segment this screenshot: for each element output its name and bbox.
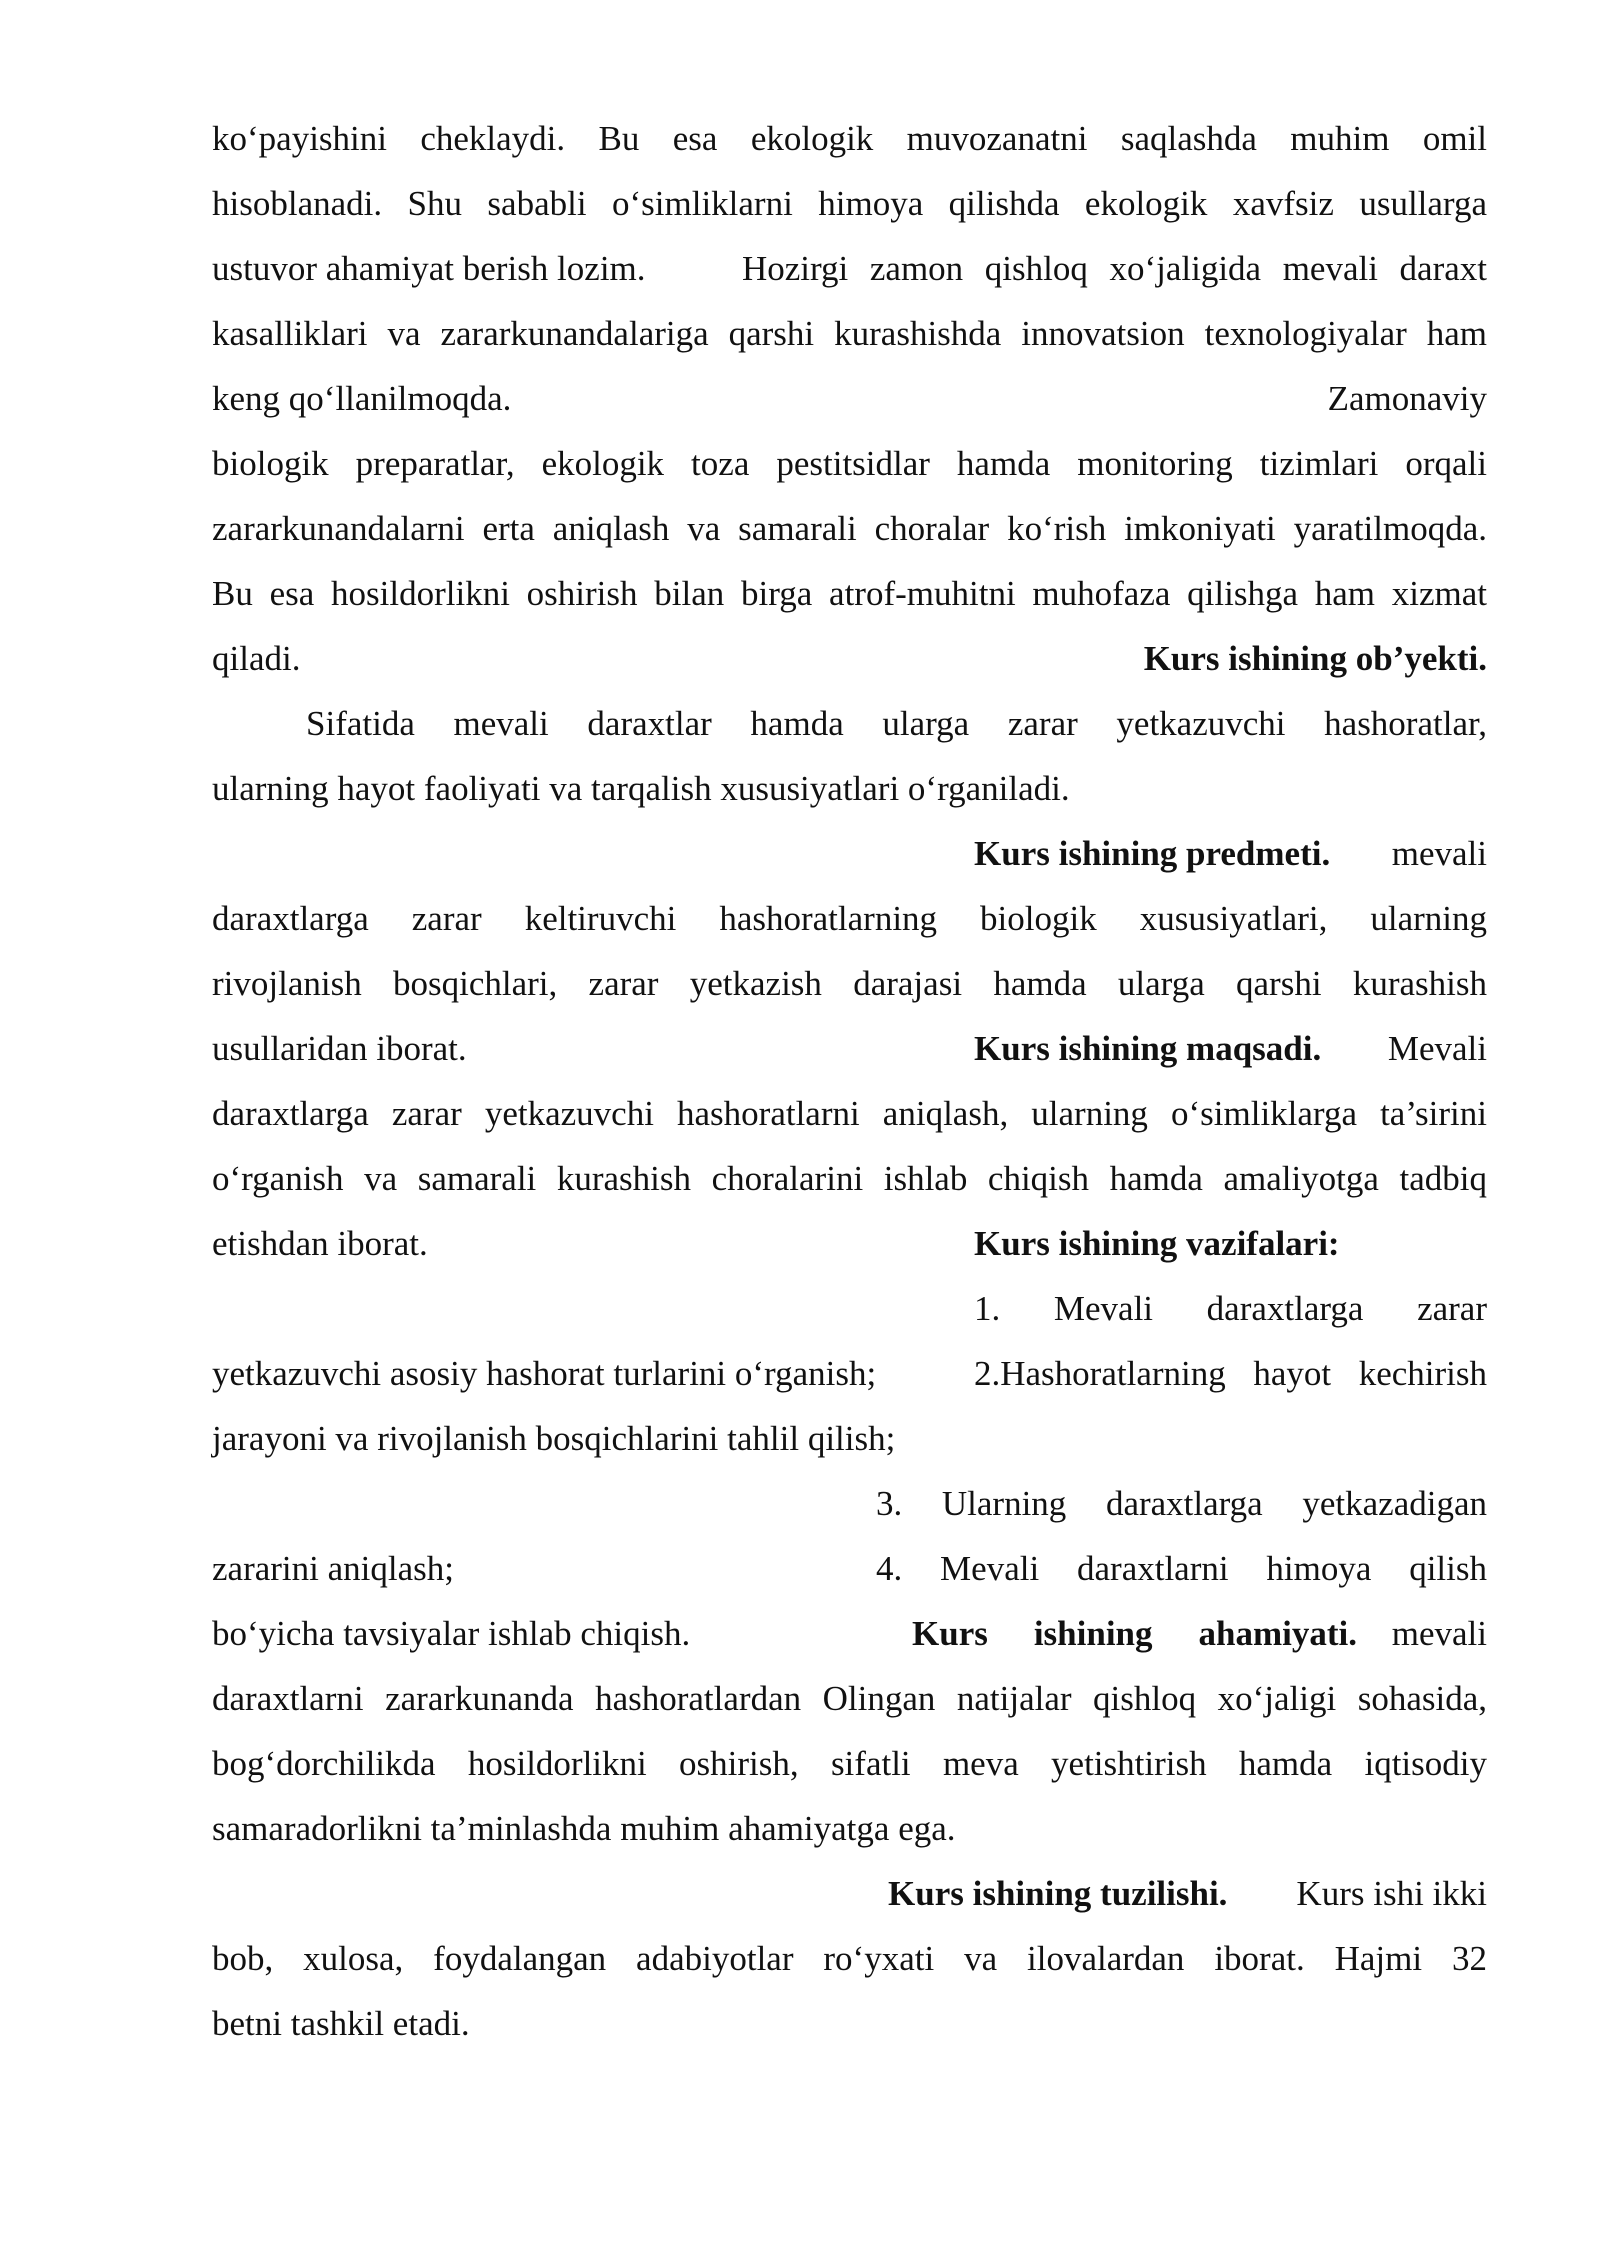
- text-line: daraxtlarga zarar keltiruvchi hashoratlarning biologik xususiyatlari, ularning: [212, 899, 1487, 938]
- text-line: daraxtlarni zararkunanda hashoratlardan Olingan natijalar qishloq xo‘jaligi sohasida,: [212, 1679, 1487, 1718]
- section-heading-object: Kurs ishining ob’yekti.: [1143, 639, 1487, 678]
- text-line: [212, 1544, 1487, 1594]
- text-segment: mevali: [1391, 834, 1487, 873]
- text-line: [212, 1869, 1487, 1919]
- text-line: jarayoni va rivojlanish bosqichlarini tahlil qilish;: [212, 1419, 896, 1458]
- text-segment: Hozirgi zamon qishloq xo‘jaligida mevali daraxt: [742, 249, 1487, 288]
- list-item-4: 4. Mevali daraxtlarni himoya qilish: [876, 1549, 1487, 1588]
- text-line: Bu esa hosildorlikni oshirish bilan birga atrof-muhitni muhofaza qilishga ham xizmat: [212, 574, 1487, 613]
- list-item-3: 3. Ularning daraxtlarga yetkazadigan: [876, 1484, 1487, 1523]
- text-line: kasalliklari va zararkunandalariga qarshi kurashishda innovatsion texnologiyalar ham: [212, 314, 1487, 353]
- list-item-2: 2.Hashoratlarning hayot kechirish: [974, 1354, 1487, 1393]
- text-segment: yetkazuvchi asosiy hashorat turlarini o‘rganish;: [212, 1354, 877, 1393]
- text-line: [212, 1609, 1487, 1659]
- section-heading-subject: Kurs ishining predmeti.: [974, 834, 1331, 873]
- text-line: ularning hayot faoliyati va tarqalish xususiyatlari o‘rganiladi.: [212, 769, 1070, 808]
- text-line: Sifatida mevali daraxtlar hamda ularga zarar yetkazuvchi hashoratlar,: [306, 704, 1487, 743]
- text-line: o‘rganish va samarali kurashish choralarini ishlab chiqish hamda amaliyotga tadbiq: [212, 1159, 1487, 1198]
- section-heading-importance: Kurs ishining ahamiyati.: [912, 1614, 1357, 1653]
- text-segment: mevali: [1391, 1614, 1487, 1653]
- text-line: hisoblanadi. Shu sababli o‘simliklarni himoya qilishda ekologik xavfsiz usullarga: [212, 184, 1487, 223]
- text-line: zararkunandalarni erta aniqlash va samarali choralar ko‘rish imkoniyati yaratilmoqda.: [212, 509, 1487, 548]
- text-segment: usullaridan iborat.: [212, 1029, 467, 1068]
- text-line: [212, 374, 1487, 424]
- text-line: ko‘payishini cheklaydi. Bu esa ekologik muvozanatni saqlashda muhim omil: [212, 119, 1487, 158]
- text-segment: Kurs ishi ikki: [1296, 1874, 1487, 1913]
- section-heading-tasks: Kurs ishining vazifalari:: [974, 1224, 1340, 1263]
- text-line: [212, 1349, 1487, 1399]
- text-line: betni tashkil etadi.: [212, 2004, 470, 2043]
- text-segment: zararini aniqlash;: [212, 1549, 454, 1588]
- text-segment: ustuvor ahamiyat berish lozim.: [212, 249, 646, 288]
- text-line: bob, xulosa, foydalangan adabiyotlar ro‘yxati va ilovalardan iborat. Hajmi 32: [212, 1939, 1487, 1978]
- text-line: [212, 1024, 1487, 1074]
- text-line: rivojlanish bosqichlari, zarar yetkazish darajasi hamda ularga qarshi kurashish: [212, 964, 1487, 1003]
- text-line: [212, 829, 1487, 879]
- text-segment: qiladi.: [212, 639, 301, 678]
- text-line: [212, 1284, 1487, 1334]
- section-heading-goal: Kurs ishining maqsadi.: [974, 1029, 1322, 1068]
- section-heading-structure: Kurs ishining tuzilishi.: [888, 1874, 1228, 1913]
- text-segment: keng qo‘llanilmoqda.: [212, 379, 512, 418]
- text-segment: etishdan iborat.: [212, 1224, 428, 1263]
- text-line: samaradorlikni ta’minlashda muhim ahamiyatga ega.: [212, 1809, 956, 1848]
- text-line: biologik preparatlar, ekologik toza pestitsidlar hamda monitoring tizimlari orqali: [212, 444, 1487, 483]
- list-item-1: 1. Mevali daraxtlarga zarar: [974, 1289, 1487, 1328]
- text-segment: Zamonaviy: [1327, 379, 1487, 418]
- text-line: bog‘dorchilikda hosildorlikni oshirish, sifatli meva yetishtirish hamda iqtisodiy: [212, 1744, 1487, 1783]
- text-line: daraxtlarga zarar yetkazuvchi hashoratlarni aniqlash, ularning o‘simliklarga ta’sirini: [212, 1094, 1487, 1133]
- text-line: [212, 1479, 1487, 1529]
- text-line: [212, 1219, 1487, 1269]
- text-segment: Mevali: [1387, 1029, 1487, 1068]
- text-line: [212, 244, 1487, 294]
- text-segment: bo‘yicha tavsiyalar ishlab chiqish.: [212, 1614, 691, 1653]
- text-line: [212, 634, 1487, 684]
